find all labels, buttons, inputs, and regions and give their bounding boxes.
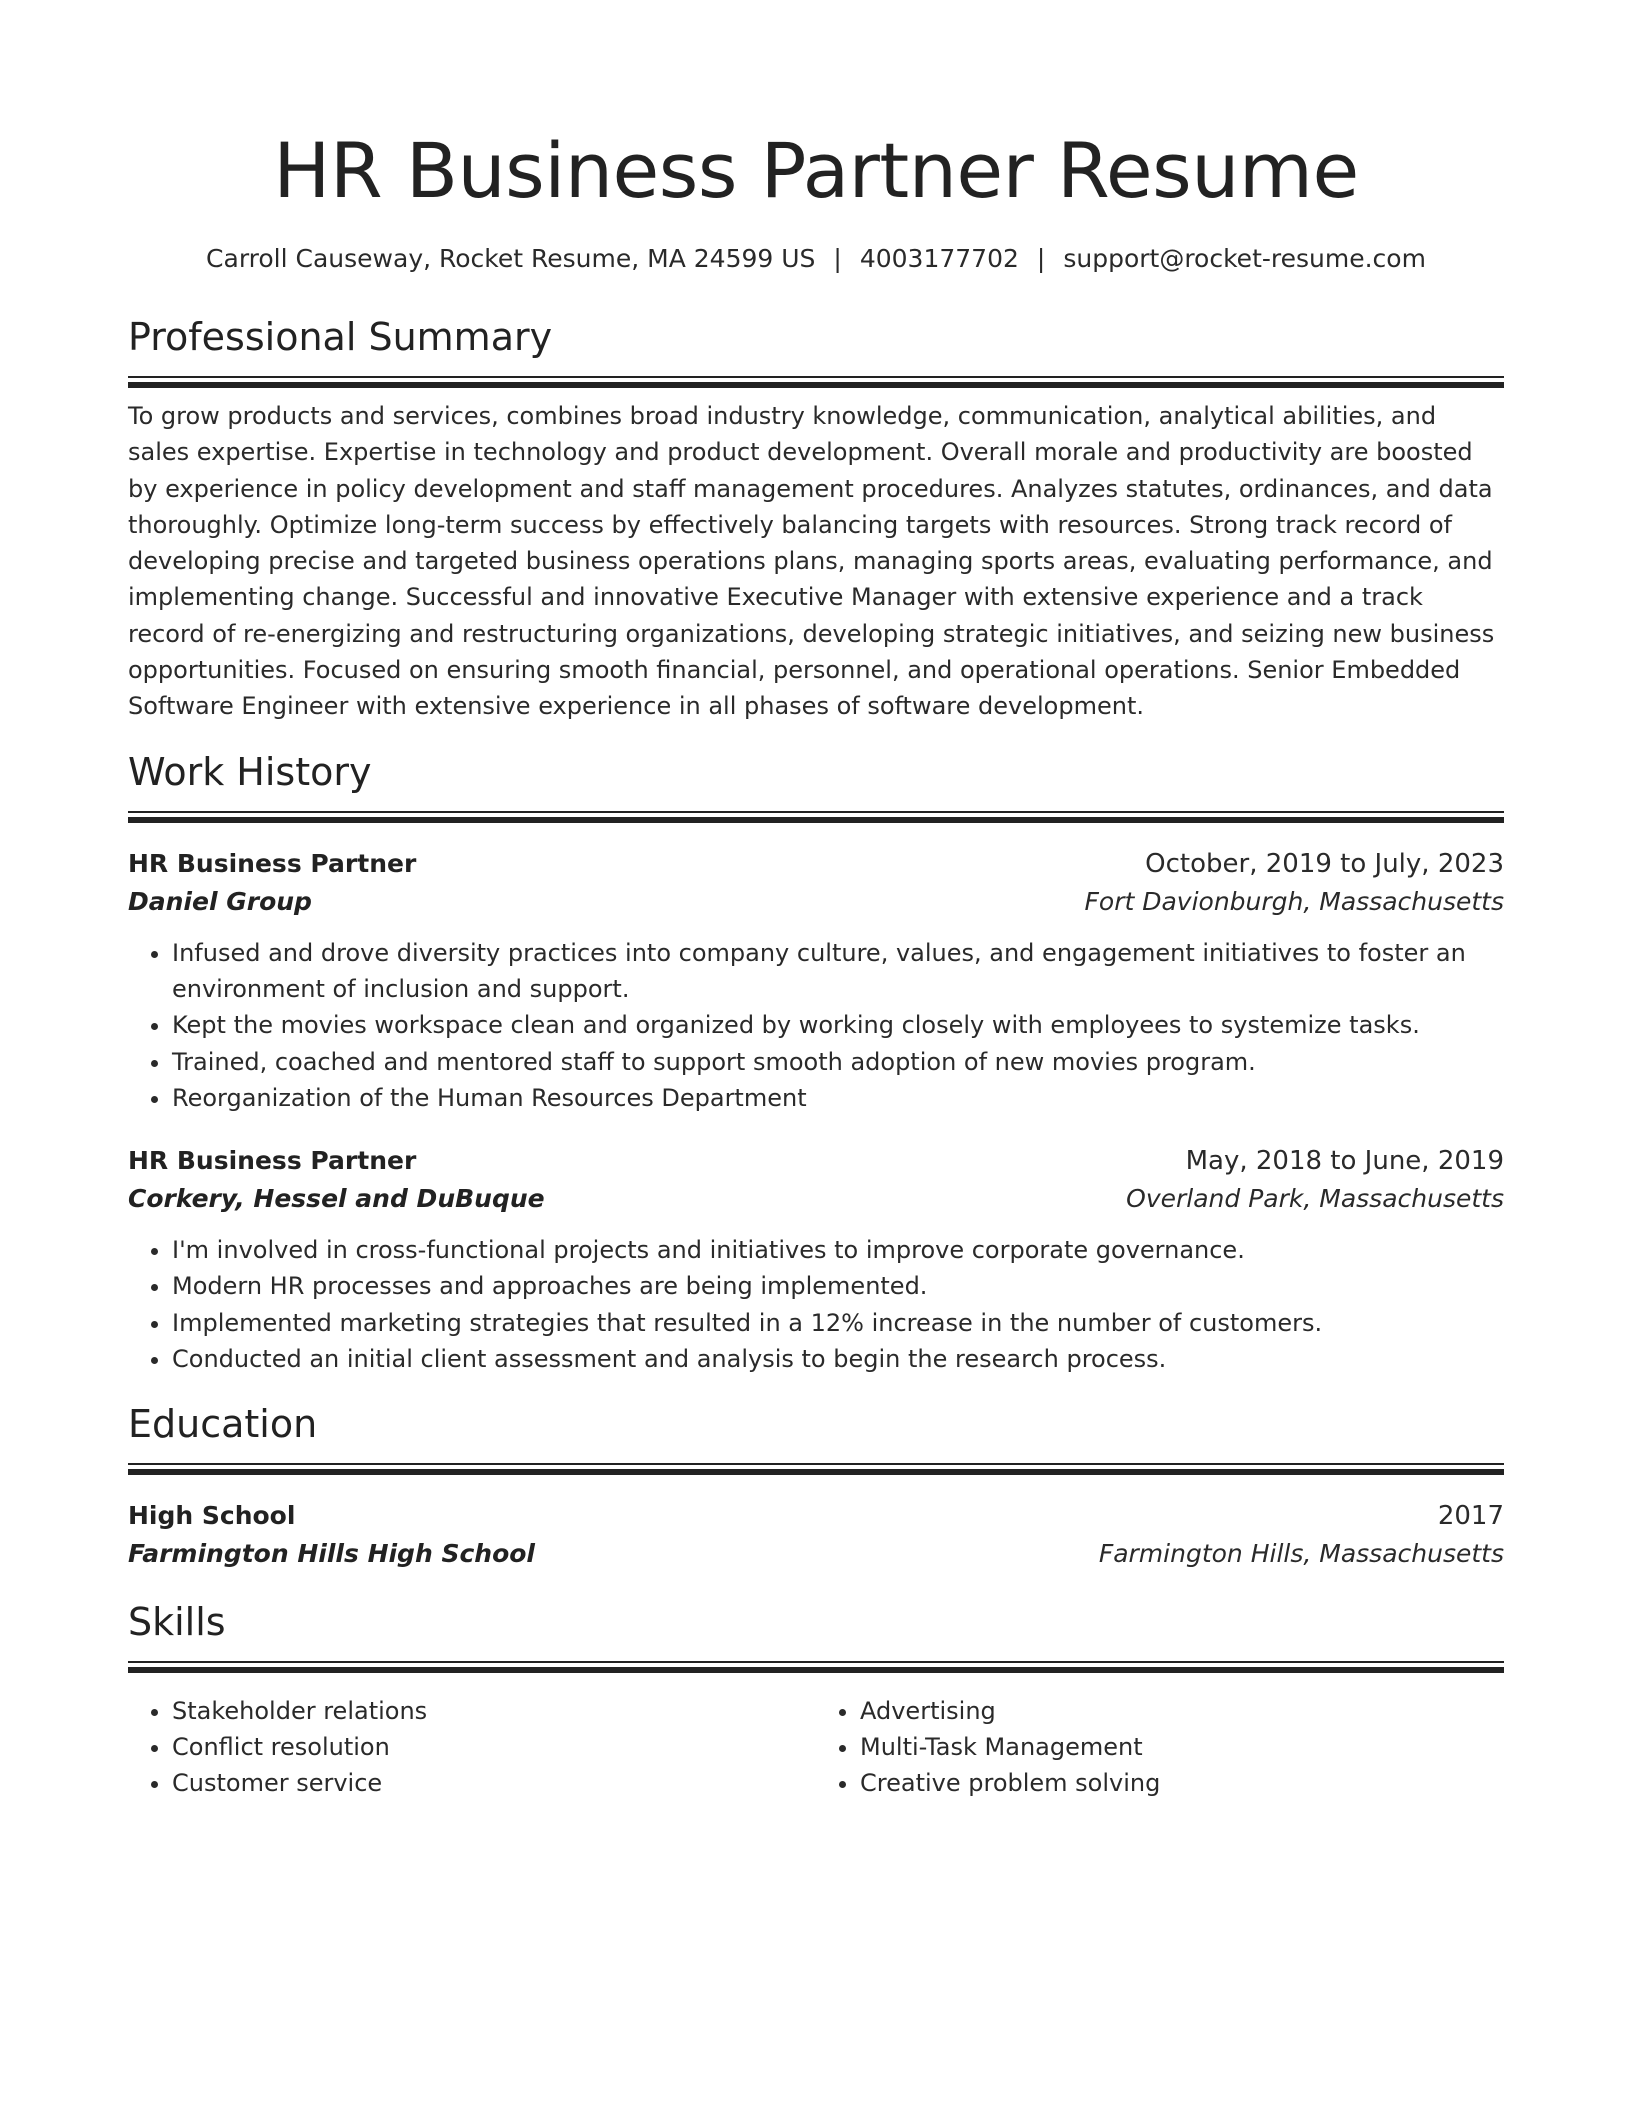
resume-title: HR Business Partner Resume [273, 126, 1359, 215]
job-entry [128, 845, 1504, 1116]
job-dates: October, 2019 to July, 2023 [1145, 848, 1504, 879]
job-bullet: • I'm involved in cross-functional projects and initiatives to improve corporate governance. [172, 1232, 1504, 1268]
skill-item: • Creative problem solving [860, 1765, 1504, 1801]
section-divider [128, 1463, 1504, 1483]
contact-separator: | [1036, 244, 1046, 273]
skills-column-left [128, 1693, 816, 1801]
contact-separator: | [833, 244, 842, 273]
summary-section [128, 312, 1504, 725]
education-section [128, 1399, 1504, 1573]
section-divider [128, 1661, 1504, 1681]
section-heading-work-history: Work History [128, 749, 372, 794]
education-degree: High School [128, 1501, 296, 1531]
skills-column-right [816, 1693, 1504, 1801]
section-heading-skills: Skills [128, 1600, 226, 1645]
contact-line [128, 242, 1504, 276]
job-bullet: • Conducted an initial client assessment and analysis to begin the research process. [172, 1341, 1504, 1377]
contact-phone: 4003177702 [859, 244, 1019, 273]
education-year: 2017 [1437, 1501, 1504, 1532]
skill-item: • Advertising [860, 1693, 1504, 1729]
job-title: HR Business Partner [128, 1146, 417, 1176]
job-bullet: • Reorganization of the Human Resources Department [172, 1080, 1504, 1116]
job-location: Fort Davionburgh, Massachusetts [1084, 886, 1504, 916]
job-entry [128, 1142, 1504, 1377]
contact-email: support@rocket-resume.com [1063, 244, 1426, 273]
job-bullet: • Implemented marketing strategies that resulted in a 12% increase in the number of customers. [172, 1305, 1504, 1341]
section-heading-summary: Professional Summary [128, 315, 553, 359]
job-dates: May, 2018 to June, 2019 [1185, 1146, 1504, 1177]
education-entry [128, 1497, 1504, 1573]
job-employer-row [128, 1180, 1504, 1218]
section-heading-education: Education [128, 1402, 318, 1447]
skill-item: • Conflict resolution [172, 1729, 816, 1765]
job-header-row [128, 1142, 1504, 1180]
job-bullet: • Kept the movies workspace clean and organized by working closely with employees to systemize tasks. [172, 1007, 1504, 1043]
skill-item: • Customer service [172, 1765, 816, 1801]
section-divider [128, 811, 1504, 831]
section-divider [128, 376, 1504, 396]
skills-columns [128, 1681, 1504, 1801]
job-location: Overland Park, Massachusetts [1126, 1184, 1504, 1214]
job-employer-row [128, 883, 1504, 921]
skill-item: • Multi-Task Management [860, 1729, 1504, 1765]
job-bullets [128, 935, 1504, 1116]
education-location: Farmington Hills, Massachusetts [1098, 1539, 1504, 1569]
summary-text: To grow products and services, combines broad industry knowledge, communication, analytical abilities, and sales expertise. Expertise in technology and product development. Overall morale and productivity are boosted by experience in policy development and staff management procedures. Analyzes statutes, ordinances, and data thoroughly. Optimize long-term success by effectively balancing targets with resources. Strong track record of developing precise and targeted business operations plans, managing sports areas, evaluating performance, and implementing change. Successful and innovative Executive Manager with extensive experience and a track record of re-energizing and restructuring organizations, developing strategic initiatives, and seizing new business opportunities. Focused on ensuring smooth financial, personnel, and operational operations. Senior Embedded Software Engineer with extensive experience in all phases of software development. [128, 402, 1495, 721]
skill-item: • Stakeholder relations [172, 1693, 816, 1729]
work-history-section [128, 747, 1504, 1378]
education-school-row [128, 1535, 1504, 1573]
job-title: HR Business Partner [128, 848, 417, 878]
skills-section [128, 1597, 1504, 1801]
job-bullet: • Trained, coached and mentored staff to support smooth adoption of new movies program. [172, 1044, 1504, 1080]
education-school: Farmington Hills High School [128, 1539, 535, 1569]
job-header-row [128, 845, 1504, 883]
contact-address: Carroll Causeway, Rocket Resume, MA 24599 US [206, 244, 816, 273]
job-employer: Corkery, Hessel and DuBuque [128, 1184, 545, 1214]
job-bullet: • Infused and drove diversity practices into company culture, values, and engagement initiatives to foster an environment of inclusion and support. [172, 935, 1504, 1008]
job-bullet: • Modern HR processes and approaches are being implemented. [172, 1268, 1504, 1304]
job-bullets [128, 1232, 1504, 1377]
job-employer: Daniel Group [128, 886, 312, 916]
education-header-row [128, 1497, 1504, 1535]
